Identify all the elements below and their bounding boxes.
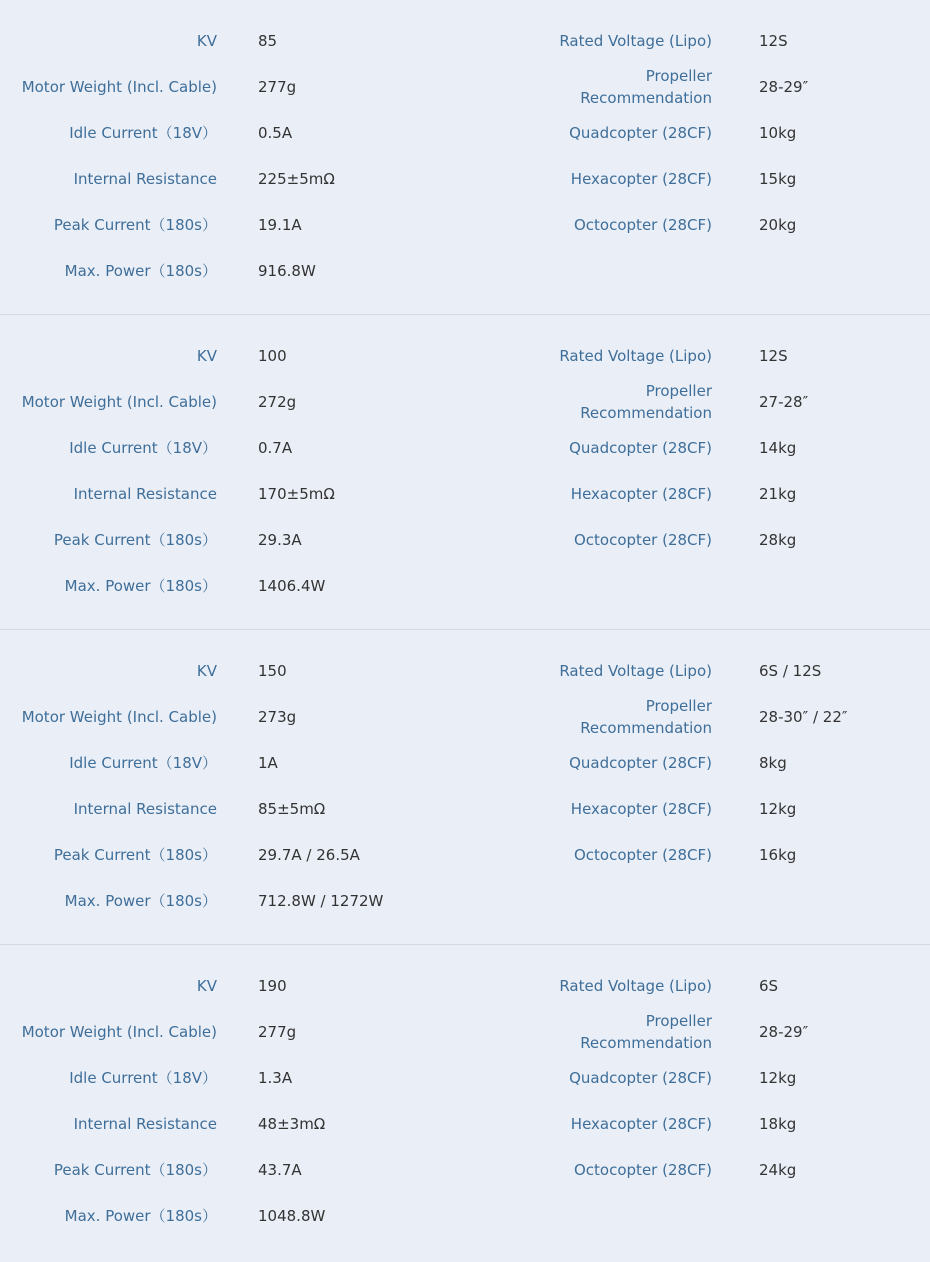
spec-row-resistance: [0, 168, 930, 214]
voltage-label: Rated Voltage (Lipo): [559, 32, 712, 50]
propeller-label-line1: Propeller: [645, 1012, 712, 1030]
kv-label: KV: [196, 32, 217, 50]
weight-value: 277g: [258, 1023, 297, 1041]
propeller-label-line1: Propeller: [645, 67, 712, 85]
octo-label: Octocopter (28CF): [574, 1161, 712, 1179]
power-label: Max. Power（180s）: [64, 577, 217, 595]
idle-label: Idle Current（18V）: [69, 124, 217, 142]
weight-value: 277g: [258, 78, 297, 96]
octo-value: 28kg: [759, 531, 797, 549]
power-label: Max. Power（180s）: [64, 892, 217, 910]
peak-label: Peak Current（180s）: [53, 531, 217, 549]
peak-label: Peak Current（180s）: [53, 846, 217, 864]
weight-label: Motor Weight (Incl. Cable): [21, 708, 217, 726]
hexa-value: 18kg: [759, 1115, 797, 1133]
octo-value: 16kg: [759, 846, 797, 864]
resistance-value: 170±5mΩ: [258, 485, 335, 503]
spec-row-idle: [0, 437, 930, 483]
idle-value: 1.3A: [258, 1069, 293, 1087]
quad-value: 14kg: [759, 439, 797, 457]
weight-label: Motor Weight (Incl. Cable): [21, 1023, 217, 1041]
propeller-label: [580, 380, 712, 424]
peak-label: Peak Current（180s）: [53, 1161, 217, 1179]
power-value: 712.8W / 1272W: [258, 892, 384, 910]
spec-row-peak: [0, 214, 930, 260]
spec-row-idle: [0, 122, 930, 168]
idle-value: 0.7A: [258, 439, 293, 457]
spec-row-weight: [0, 697, 930, 752]
peak-value: 43.7A: [258, 1161, 302, 1179]
quad-value: 10kg: [759, 124, 797, 142]
propeller-label: [580, 695, 712, 739]
spec-row-weight: [0, 382, 930, 437]
propeller-label-line2: Recommendation: [580, 1034, 712, 1052]
weight-value: 272g: [258, 393, 297, 411]
voltage-label: Rated Voltage (Lipo): [559, 977, 712, 995]
voltage-value: 12S: [759, 32, 788, 50]
kv-value: 85: [258, 32, 278, 50]
power-label: Max. Power（180s）: [64, 262, 217, 280]
propeller-value: 28-30″ / 22″: [759, 708, 848, 726]
peak-value: 19.1A: [258, 216, 302, 234]
power-value: 916.8W: [258, 262, 316, 280]
resistance-label: Internal Resistance: [73, 485, 217, 503]
weight-label: Motor Weight (Incl. Cable): [21, 78, 217, 96]
spec-row-peak: [0, 844, 930, 890]
idle-label: Idle Current（18V）: [69, 1069, 217, 1087]
spec-section-kv190: [0, 945, 930, 1262]
idle-label: Idle Current（18V）: [69, 754, 217, 772]
weight-label: Motor Weight (Incl. Cable): [21, 393, 217, 411]
voltage-label: Rated Voltage (Lipo): [559, 347, 712, 365]
spec-row-power: [0, 1205, 930, 1251]
hexa-value: 12kg: [759, 800, 797, 818]
kv-value: 150: [258, 662, 287, 680]
spec-row-idle: [0, 752, 930, 798]
quad-label: Quadcopter (28CF): [569, 439, 712, 457]
propeller-label-line2: Recommendation: [580, 89, 712, 107]
voltage-label: Rated Voltage (Lipo): [559, 662, 712, 680]
resistance-value: 225±5mΩ: [258, 170, 335, 188]
spec-row-kv: [0, 345, 930, 391]
propeller-value: 28-29″: [759, 78, 809, 96]
octo-value: 24kg: [759, 1161, 797, 1179]
resistance-label: Internal Resistance: [73, 800, 217, 818]
kv-label: KV: [196, 662, 217, 680]
spec-section-kv100: [0, 315, 930, 630]
hexa-label: Hexacopter (28CF): [570, 170, 712, 188]
quad-label: Quadcopter (28CF): [569, 1069, 712, 1087]
power-label: Max. Power（180s）: [64, 1207, 217, 1225]
spec-row-kv: [0, 975, 930, 1021]
octo-label: Octocopter (28CF): [574, 531, 712, 549]
peak-value: 29.7A / 26.5A: [258, 846, 360, 864]
spec-row-kv: [0, 660, 930, 706]
hexa-value: 15kg: [759, 170, 797, 188]
quad-value: 12kg: [759, 1069, 797, 1087]
kv-value: 190: [258, 977, 287, 995]
power-value: 1406.4W: [258, 577, 326, 595]
power-value: 1048.8W: [258, 1207, 326, 1225]
propeller-label: [580, 1010, 712, 1054]
kv-label: KV: [196, 347, 217, 365]
resistance-label: Internal Resistance: [73, 170, 217, 188]
propeller-value: 27-28″: [759, 393, 809, 411]
peak-label: Peak Current（180s）: [53, 216, 217, 234]
peak-value: 29.3A: [258, 531, 302, 549]
spec-row-weight: [0, 67, 930, 122]
spec-row-resistance: [0, 798, 930, 844]
spec-row-kv: [0, 30, 930, 76]
weight-value: 273g: [258, 708, 297, 726]
quad-value: 8kg: [759, 754, 787, 772]
kv-label: KV: [196, 977, 217, 995]
octo-label: Octocopter (28CF): [574, 216, 712, 234]
hexa-value: 21kg: [759, 485, 797, 503]
spec-row-power: [0, 260, 930, 306]
spec-row-weight: [0, 1012, 930, 1067]
idle-value: 0.5A: [258, 124, 293, 142]
idle-value: 1A: [258, 754, 278, 772]
spec-row-resistance: [0, 483, 930, 529]
spec-row-resistance: [0, 1113, 930, 1159]
idle-label: Idle Current（18V）: [69, 439, 217, 457]
propeller-label-line1: Propeller: [645, 697, 712, 715]
spec-row-peak: [0, 529, 930, 575]
voltage-value: 12S: [759, 347, 788, 365]
quad-label: Quadcopter (28CF): [569, 124, 712, 142]
voltage-value: 6S: [759, 977, 779, 995]
propeller-label: [580, 65, 712, 109]
spec-section-kv85: [0, 0, 930, 315]
propeller-label-line2: Recommendation: [580, 719, 712, 737]
spec-section-kv150: [0, 630, 930, 945]
hexa-label: Hexacopter (28CF): [570, 1115, 712, 1133]
spec-row-power: [0, 890, 930, 936]
hexa-label: Hexacopter (28CF): [570, 485, 712, 503]
propeller-label-line1: Propeller: [645, 382, 712, 400]
spec-row-idle: [0, 1067, 930, 1113]
hexa-label: Hexacopter (28CF): [570, 800, 712, 818]
propeller-value: 28-29″: [759, 1023, 809, 1041]
octo-label: Octocopter (28CF): [574, 846, 712, 864]
spec-row-power: [0, 575, 930, 621]
resistance-value: 85±5mΩ: [258, 800, 326, 818]
resistance-value: 48±3mΩ: [258, 1115, 326, 1133]
octo-value: 20kg: [759, 216, 797, 234]
resistance-label: Internal Resistance: [73, 1115, 217, 1133]
quad-label: Quadcopter (28CF): [569, 754, 712, 772]
spec-row-peak: [0, 1159, 930, 1205]
voltage-value: 6S / 12S: [759, 662, 822, 680]
propeller-label-line2: Recommendation: [580, 404, 712, 422]
kv-value: 100: [258, 347, 287, 365]
